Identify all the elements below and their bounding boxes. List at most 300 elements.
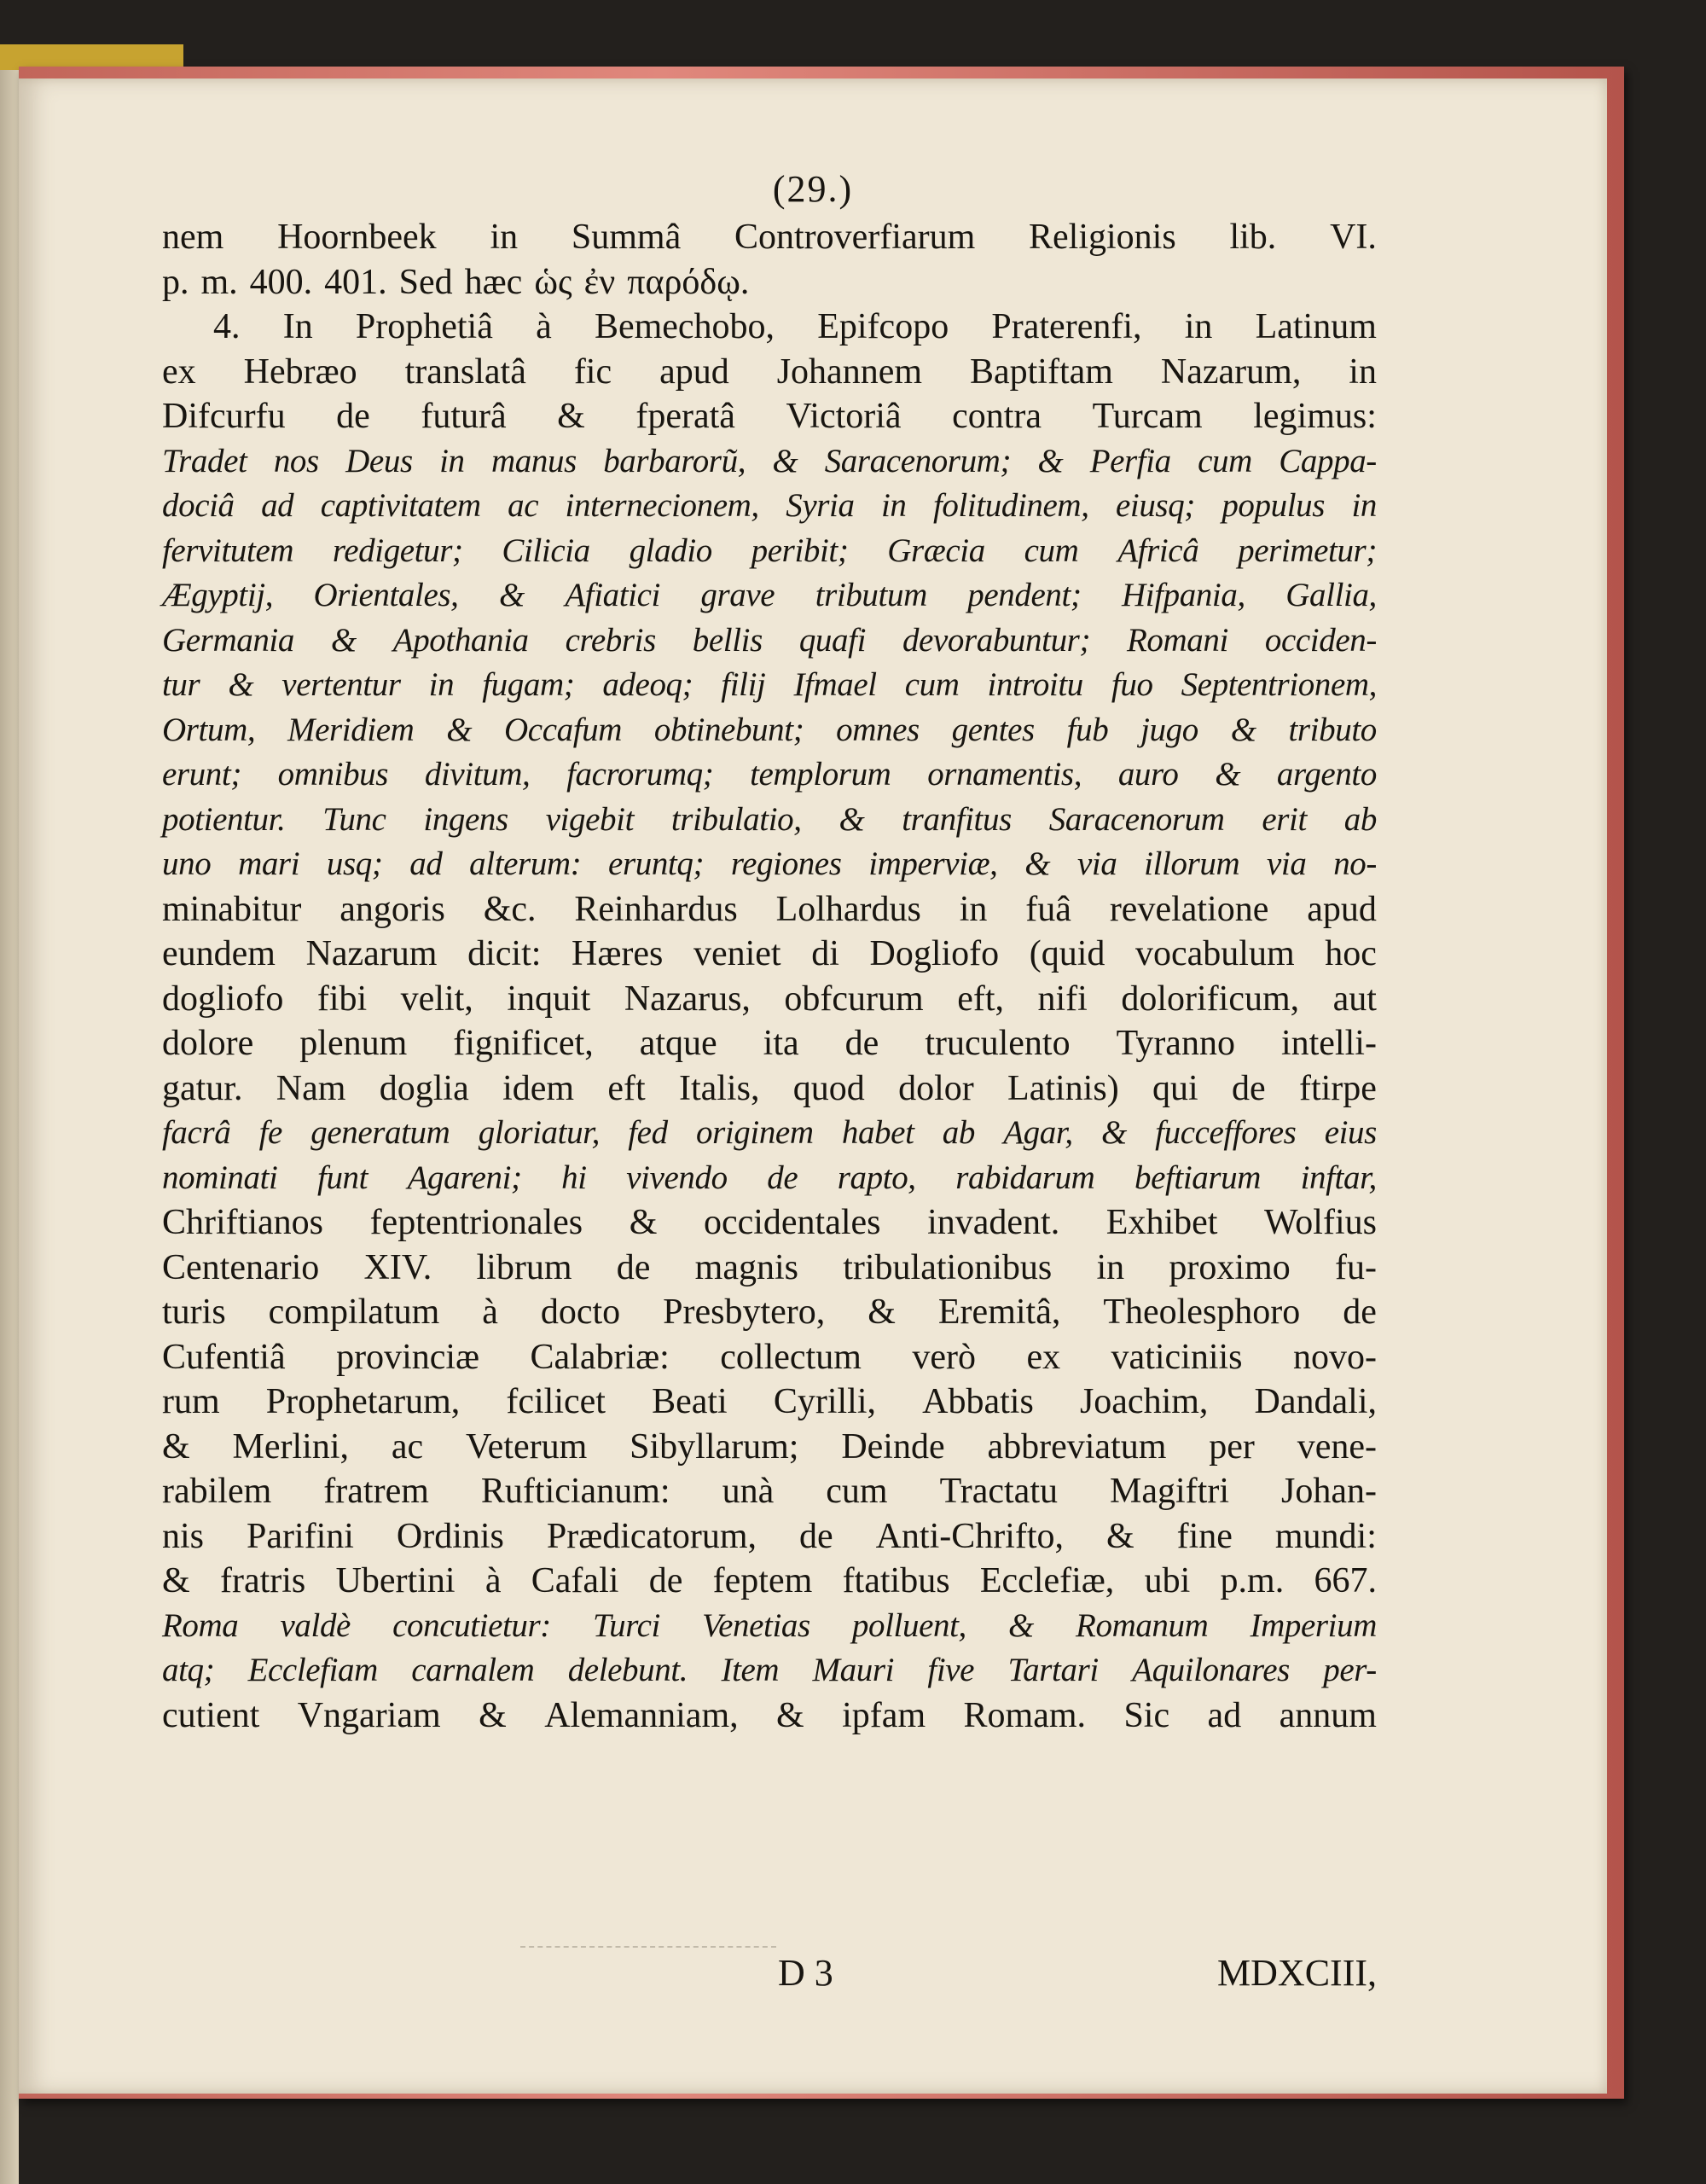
- word: Dandali,: [1254, 1382, 1377, 1421]
- word: carnalem: [411, 1652, 535, 1688]
- word: obfcurum: [784, 979, 924, 1019]
- word: cum: [826, 1472, 888, 1511]
- text-line: [162, 1380, 1377, 1425]
- word: tranfitus: [902, 800, 1012, 838]
- word: perimetur;: [1238, 531, 1377, 569]
- word: vene-: [1297, 1426, 1377, 1467]
- text-line: [162, 1066, 1377, 1112]
- word: Theolesphoro: [1103, 1292, 1301, 1332]
- word: aut: [1332, 979, 1377, 1019]
- word: redigetur;: [332, 531, 463, 569]
- text-line: [162, 1559, 1377, 1604]
- word: divitum,: [424, 756, 531, 793]
- word: nos: [273, 442, 319, 479]
- word: facrâ: [162, 1114, 231, 1151]
- word: habet: [841, 1114, 914, 1151]
- word: Agareni;: [407, 1159, 522, 1196]
- word: in: [1349, 351, 1377, 392]
- word: hi: [561, 1159, 587, 1196]
- word: quafi: [798, 621, 866, 659]
- word: 401.: [324, 262, 387, 302]
- word: nem: [162, 218, 224, 257]
- footer-rule: [520, 1946, 776, 1948]
- word: Item: [721, 1652, 780, 1688]
- word: Perfia: [1089, 442, 1171, 479]
- word: folitudinem,: [932, 487, 1089, 524]
- word: dolore: [162, 1024, 254, 1063]
- word: rabilem: [162, 1472, 272, 1511]
- word: quod: [792, 1068, 865, 1108]
- word: dicit:: [467, 934, 542, 973]
- word: eiusq;: [1115, 487, 1195, 524]
- word: Veterum: [465, 1426, 588, 1467]
- text-line: [162, 305, 1377, 350]
- word: Prophetarum,: [265, 1382, 461, 1421]
- text-line: [162, 1514, 1377, 1560]
- word: originem: [695, 1114, 814, 1151]
- word: Ubertini: [335, 1561, 456, 1600]
- word: Dogliofo: [869, 934, 1000, 973]
- word: fic: [573, 351, 612, 392]
- word: beftiarum: [1134, 1159, 1262, 1196]
- word: Agar,: [1003, 1114, 1073, 1151]
- word: dogliofo: [162, 979, 284, 1019]
- word: erit: [1262, 800, 1307, 838]
- word: Vngariam: [297, 1695, 441, 1735]
- word: Cyrilli,: [773, 1382, 877, 1421]
- word: minabitur: [162, 889, 302, 929]
- word: abbreviatum: [987, 1426, 1167, 1467]
- word: librum: [476, 1247, 572, 1287]
- word: collectum: [720, 1337, 862, 1377]
- word: Hebræo: [243, 351, 357, 392]
- word: &: [557, 397, 585, 436]
- word: Tunc: [322, 800, 386, 838]
- word: filij: [721, 666, 766, 703]
- word: Cufentiâ: [162, 1337, 286, 1377]
- text-line: [162, 573, 1377, 619]
- word: Rufticianum:: [480, 1472, 670, 1511]
- word: mundi:: [1274, 1516, 1377, 1556]
- word: erunt;: [162, 756, 241, 793]
- word: Parifini: [246, 1516, 354, 1556]
- word: tributo: [1288, 711, 1377, 748]
- word: Prophetiâ: [355, 307, 493, 346]
- word: &: [629, 1203, 658, 1242]
- word: verò: [912, 1337, 976, 1377]
- text-line: [162, 394, 1377, 439]
- word: in: [439, 442, 465, 479]
- word: 4.: [213, 307, 241, 346]
- word: pendent;: [967, 577, 1082, 613]
- word: Ortum,: [162, 711, 256, 748]
- word: fub: [1066, 711, 1109, 748]
- text-line: [162, 1335, 1377, 1380]
- word: Controverfiarum: [734, 218, 976, 257]
- word: apud: [659, 351, 729, 392]
- word: Tradet: [162, 442, 247, 479]
- word: Ægyptij,: [162, 577, 274, 613]
- word: Orientales,: [313, 577, 459, 613]
- word: eft: [607, 1068, 646, 1108]
- word: Deus: [345, 442, 413, 479]
- word: Summâ: [571, 218, 682, 257]
- word: Græcia: [887, 531, 985, 569]
- word: dolor: [898, 1068, 974, 1108]
- text-line: [162, 529, 1377, 574]
- word: Nam: [276, 1068, 346, 1108]
- word: Reinhardus: [574, 889, 738, 929]
- word: cutient: [162, 1695, 260, 1735]
- word: &: [772, 442, 798, 479]
- word: Romanum: [1076, 1606, 1209, 1644]
- word: via: [1076, 845, 1117, 882]
- word: Turci: [593, 1606, 660, 1644]
- word: in: [490, 218, 519, 257]
- word: 400.: [249, 262, 313, 302]
- word: Apothania: [392, 621, 529, 659]
- word: ornamentis,: [927, 756, 1082, 793]
- word: inquit: [507, 979, 591, 1019]
- word: gentes: [951, 711, 1035, 748]
- word: in: [959, 889, 988, 929]
- word: usq;: [326, 845, 383, 882]
- word: à: [536, 307, 552, 346]
- word: nominati: [162, 1159, 278, 1196]
- text-line: [162, 439, 1377, 485]
- word: hæc: [464, 262, 523, 302]
- word: alterum:: [469, 845, 582, 882]
- word: manus: [491, 442, 577, 479]
- word: Sibyllarum;: [630, 1426, 799, 1467]
- word: uno: [162, 845, 212, 882]
- word: Septentrionem,: [1181, 666, 1377, 703]
- word: tur: [162, 666, 200, 703]
- word: Afiatici: [565, 577, 660, 613]
- word: &: [228, 666, 254, 703]
- word: ftirpe: [1298, 1068, 1377, 1108]
- word: Merlini,: [232, 1426, 349, 1467]
- word: in: [1184, 307, 1213, 346]
- word: crebris: [565, 621, 656, 659]
- word: doglia: [379, 1068, 469, 1108]
- word: barbarorũ,: [603, 442, 746, 479]
- word: templorum: [750, 756, 891, 793]
- word: Tyranno: [1116, 1024, 1235, 1063]
- word: Occafum: [504, 711, 623, 748]
- word: Ecclefiæ,: [979, 1561, 1115, 1600]
- word: cum: [1198, 442, 1252, 479]
- word: Venetias: [702, 1606, 810, 1644]
- word: &: [868, 1292, 896, 1332]
- text-line: [162, 1156, 1377, 1201]
- word: Eremitâ,: [937, 1292, 1061, 1332]
- word: VI.: [1330, 218, 1377, 257]
- word: ab: [942, 1114, 975, 1151]
- word: à: [482, 1292, 498, 1332]
- word: argento: [1276, 756, 1377, 793]
- word: grave: [700, 577, 775, 613]
- text-line: [162, 260, 1377, 305]
- word: Wolfius: [1264, 1203, 1377, 1242]
- word: obtinebunt;: [653, 711, 804, 748]
- word: funt: [317, 1159, 368, 1196]
- word: Calabriæ:: [530, 1337, 670, 1377]
- word: ita: [763, 1024, 799, 1063]
- word: gloriatur,: [478, 1114, 600, 1151]
- word: Romani: [1126, 621, 1228, 659]
- word: eius: [1324, 1114, 1377, 1151]
- word: Saracenorum;: [824, 442, 1012, 479]
- word: fe: [258, 1114, 282, 1151]
- text-line: [162, 619, 1377, 664]
- word: proximo: [1169, 1247, 1291, 1287]
- text-line: [162, 798, 1377, 843]
- word: apud: [1307, 889, 1377, 929]
- word: Beati: [652, 1382, 728, 1421]
- word: vocabulum: [1135, 934, 1295, 973]
- word: 667.: [1314, 1561, 1377, 1600]
- word: ac: [508, 487, 539, 524]
- body-text: [162, 215, 1377, 1738]
- word: in: [1351, 487, 1377, 524]
- word: delebunt.: [567, 1652, 688, 1688]
- word: ex: [1026, 1337, 1061, 1377]
- word: de: [648, 1561, 683, 1600]
- word: Baptiftam: [969, 351, 1113, 392]
- word: fuo: [1111, 666, 1153, 703]
- word: fcilicet: [506, 1382, 606, 1421]
- word: rabidarum: [955, 1159, 1095, 1196]
- word: παρόδῳ.: [627, 262, 750, 302]
- word: &: [1215, 756, 1241, 793]
- word: imperviæ,: [868, 845, 998, 882]
- word: rapto,: [837, 1159, 916, 1196]
- word: mari: [238, 845, 300, 882]
- word: eruntq;: [608, 845, 705, 882]
- word: Presbytero,: [663, 1292, 826, 1332]
- signature-mark: D 3: [778, 1952, 833, 1994]
- text-line: [162, 1111, 1377, 1156]
- word: occiden-: [1264, 621, 1377, 659]
- word: Chriftianos: [162, 1203, 323, 1242]
- word: per-: [1323, 1652, 1377, 1688]
- word: Epifcopo: [817, 307, 949, 346]
- word: ubi: [1144, 1561, 1191, 1600]
- word: Aquilonares: [1132, 1652, 1290, 1688]
- left-page-edge: [0, 51, 19, 2184]
- text-line: [162, 484, 1377, 529]
- word: Nazarus,: [624, 979, 751, 1019]
- word: Sic: [1123, 1695, 1170, 1735]
- word: Religionis: [1029, 218, 1176, 257]
- word: de: [844, 1024, 879, 1063]
- word: Lolhardus: [775, 889, 921, 929]
- word: inftar,: [1300, 1159, 1377, 1196]
- word: Ordinis: [396, 1516, 504, 1556]
- word: ac: [391, 1426, 424, 1467]
- text-line: [162, 1693, 1377, 1739]
- word: in: [880, 487, 907, 524]
- word: gladio: [629, 531, 712, 569]
- word: dolorificum,: [1121, 979, 1300, 1019]
- word: plenum: [299, 1024, 408, 1063]
- word: feptem: [712, 1561, 813, 1600]
- word: &: [1106, 1516, 1134, 1556]
- word: per: [1209, 1426, 1255, 1467]
- word: Centenario: [162, 1247, 320, 1287]
- word: translatâ: [404, 351, 526, 392]
- word: de: [798, 1516, 833, 1556]
- word: fugam;: [482, 666, 575, 703]
- word: eft,: [957, 979, 1005, 1019]
- word: Turcam: [1092, 397, 1203, 436]
- word: &: [1024, 845, 1051, 882]
- word: vivendo: [626, 1159, 728, 1196]
- word: invadent.: [927, 1203, 1060, 1242]
- word: magnis: [694, 1247, 798, 1287]
- word: intelli-: [1280, 1024, 1377, 1063]
- text-line: [162, 1425, 1377, 1470]
- word: Deinde: [841, 1426, 945, 1467]
- word: fratris: [219, 1561, 306, 1600]
- word: cum: [1024, 531, 1079, 569]
- word: p.m.: [1220, 1561, 1285, 1600]
- word: veniet: [693, 934, 781, 973]
- word: rum: [162, 1382, 220, 1421]
- word: Ifmael: [793, 666, 877, 703]
- word: compilatum: [268, 1292, 440, 1332]
- word: Latinum: [1255, 307, 1377, 346]
- word: vaticiniis: [1111, 1337, 1243, 1377]
- text-line: [162, 932, 1377, 977]
- word: polluent,: [851, 1606, 966, 1644]
- word: vertentur: [281, 666, 401, 703]
- book-page: [19, 78, 1607, 2094]
- word: fine: [1176, 1516, 1233, 1556]
- text-line: [162, 215, 1377, 260]
- word: Johannem: [776, 351, 922, 392]
- word: tribulationibus: [843, 1247, 1053, 1287]
- word: five: [927, 1652, 975, 1688]
- word: tribulatio,: [670, 800, 802, 838]
- word: Tartari: [1007, 1652, 1099, 1688]
- word: Anti-Chrifto,: [875, 1516, 1065, 1556]
- word: Meridiem: [287, 711, 415, 748]
- word: fed: [628, 1114, 668, 1151]
- word: futurâ: [421, 397, 507, 436]
- word: Tractatu: [939, 1472, 1058, 1511]
- word: Gallia,: [1285, 577, 1377, 613]
- word: omnibus: [277, 756, 389, 793]
- word: (quid: [1029, 934, 1105, 973]
- word: ingens: [423, 800, 508, 838]
- word: Magiftri: [1110, 1472, 1229, 1511]
- word: jugo: [1140, 711, 1198, 748]
- word: fucceffores: [1155, 1114, 1297, 1151]
- word: fibi: [316, 979, 368, 1019]
- word: unà: [722, 1472, 775, 1511]
- word: novo-: [1292, 1337, 1377, 1377]
- word: Bemechobo,: [594, 307, 775, 346]
- word: m.: [200, 262, 238, 302]
- word: turis: [162, 1292, 226, 1332]
- text-line: [162, 842, 1377, 887]
- word: ad: [409, 845, 443, 882]
- word: eundem: [162, 934, 276, 973]
- word: Mauri: [812, 1652, 895, 1688]
- word: hoc: [1325, 934, 1377, 973]
- word: captivitatem: [320, 487, 481, 524]
- word: Nazarum: [305, 934, 438, 973]
- word: lib.: [1229, 218, 1277, 257]
- text-line: [162, 1469, 1377, 1514]
- word: valdè: [280, 1606, 351, 1644]
- word: Exhibet: [1105, 1203, 1218, 1242]
- word: Hoornbeek: [277, 218, 437, 257]
- word: Roma: [162, 1606, 239, 1644]
- word: Praterenfi,: [991, 307, 1142, 346]
- word: no-: [1333, 845, 1377, 882]
- word: di: [811, 934, 839, 973]
- word: illorum: [1144, 845, 1240, 882]
- word: ἐν: [583, 262, 616, 302]
- word: auro: [1117, 756, 1179, 793]
- word: &: [498, 577, 525, 613]
- word: &: [1037, 442, 1064, 479]
- word: regiones: [730, 845, 842, 882]
- word: &: [776, 1695, 804, 1735]
- word: &: [446, 711, 473, 748]
- word: &: [330, 621, 357, 659]
- word: provinciæ: [336, 1337, 480, 1377]
- text-line: [162, 708, 1377, 753]
- word: Hæres: [572, 934, 664, 973]
- word: concutietur:: [392, 1606, 551, 1644]
- word: In: [282, 307, 313, 346]
- text-line: [162, 977, 1377, 1022]
- word: Syria: [786, 487, 855, 524]
- text-line: [162, 887, 1377, 932]
- word: &: [1100, 1114, 1127, 1151]
- word: populus: [1221, 487, 1326, 524]
- word: à: [485, 1561, 502, 1600]
- word: &: [1008, 1606, 1034, 1644]
- word: facrorumq;: [566, 756, 714, 793]
- text-line: [162, 1246, 1377, 1291]
- word: omnes: [836, 711, 920, 748]
- word: Abbatis: [922, 1382, 1034, 1421]
- word: fuâ: [1025, 889, 1071, 929]
- word: &: [162, 1426, 190, 1467]
- word: adeoq;: [602, 666, 693, 703]
- word: Cilicia: [502, 531, 590, 569]
- word: Alemanniam,: [544, 1695, 739, 1735]
- word: Imperium: [1250, 1606, 1377, 1644]
- word: gatur.: [162, 1068, 243, 1108]
- word: Prædicatorum,: [546, 1516, 757, 1556]
- word: docto: [540, 1292, 621, 1332]
- word: de: [616, 1247, 651, 1287]
- word: XIV.: [363, 1247, 432, 1287]
- text-line: [162, 1648, 1377, 1693]
- word: ab: [1343, 800, 1377, 838]
- word: ὡς: [534, 262, 572, 302]
- page-footer: [162, 1951, 1377, 2002]
- word: truculento: [925, 1024, 1071, 1063]
- word: velit,: [400, 979, 473, 1019]
- text-line: [162, 1290, 1377, 1335]
